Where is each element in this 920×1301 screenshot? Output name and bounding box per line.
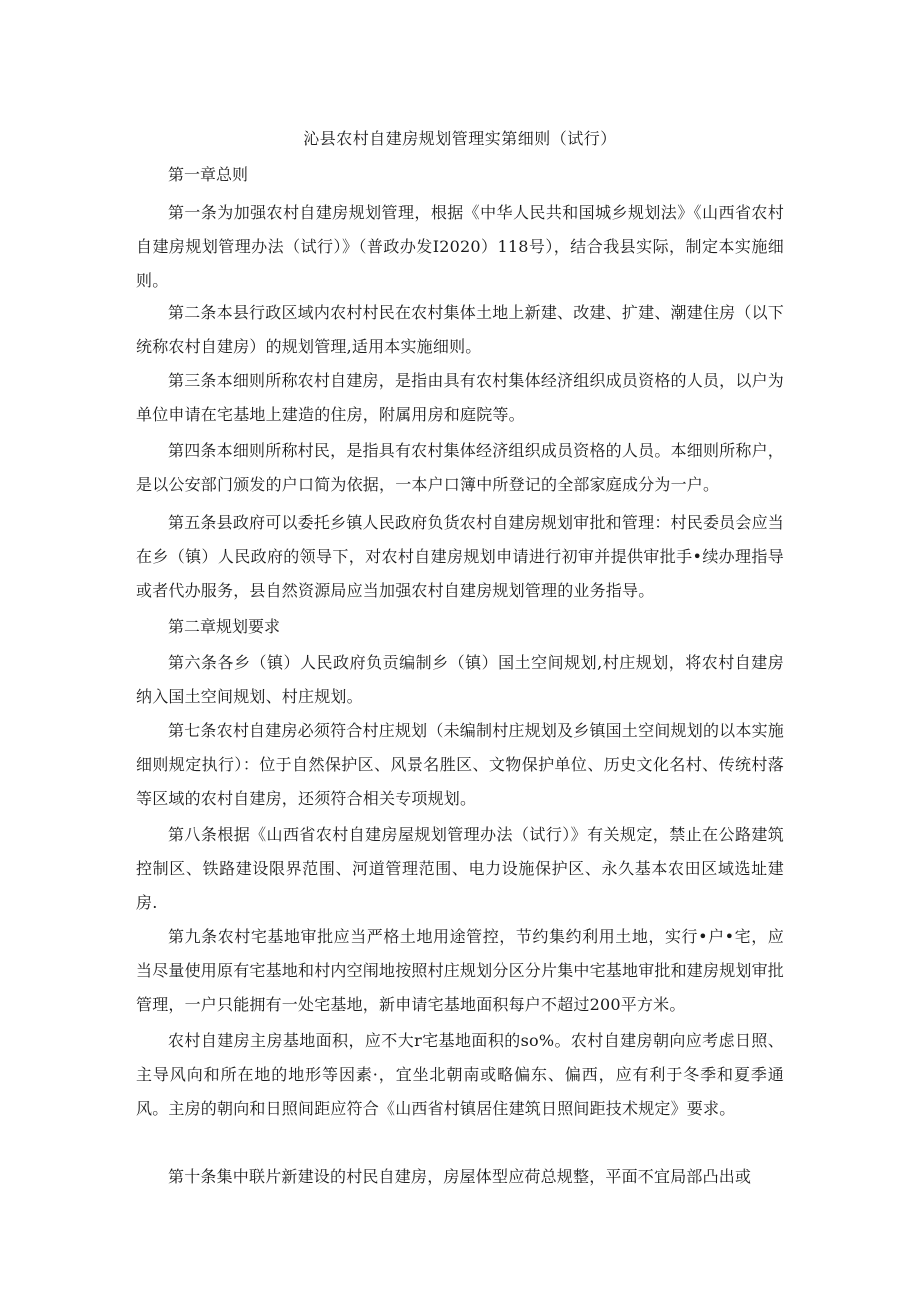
article-3: 第三条本细则所称农村自建房，是指由具有农村集体经济组织成员资格的人员，以户为单位申请在宅基地上建造的住房，附属用房和庭院等。 [136,371,784,424]
chapter-1-heading: 第一章总则 [168,165,249,184]
article-5: 第五条县政府可以委托乡镇人民政府负货农村自建房规划审批和管理：村民委员会应当在乡（镇）人民政府的领导下，对农村自建房规划申请进行初审并提供审批手•续办理指导或者代办服务，县自然资源局应当加强农村自建房规划管理的业务指导。 [136,513,784,600]
article-2: 第二条本县行政区域内农村村民在农村集体土地上新建、改建、扩建、潮建住房（以下统称农村自建房）的规划管理,适用本实施细则。 [136,303,784,356]
article-9-continued: 农村自建房主房基地面积，应不大r宅基地面积的so%。农村自建房朝向应考虑日照、主导风向和所在地的地形等因素·，宜坐北朝南或略偏东、偏西，应有利于冬季和夏季通风。主房的朝向和日照间距应符合《山西省村镇居住建筑日照间距技术规定》要求。 [136,1031,784,1118]
article-9: 第九条农村宅基地审批应当严格土地用途管控，节约集约利用土地，实行•户•宅，应当尽量使用原有宅基地和村内空闱地按照村庄规划分区分片集中宅基地审批和建房规划审批管理，一户只能拥有一处宅基地，新申请宅基地面积每户不超过200平方米。 [136,927,785,1014]
article-6: 第六条各乡（镇）人民政府负贡编制乡（镇）国土空间规划,村庄规划，将农村自建房纳入国土空间规划、村庄规划。 [136,653,784,706]
article-8: 第八条根据《山西省农村自建房屋规划管理办法（试行）》有关规定，禁止在公路建筑控制区、铁路建设限界范围、河道管理范围、电力设施保护区、永久基本农田区域选址建房. [136,825,784,912]
document-title: 沁县农村自建房规划管理实第细则（试行） [303,129,617,148]
article-1: 第一条为加强农村自建房规划管理，根据《中华人民共和国城乡规划法》《山西省农村自建房规划管理办法（试行）》（普政办发I2020）118号），结合我县实际，制定本实施细则。 [136,203,784,290]
chapter-2-heading: 第二章规划要求 [168,617,281,636]
article-4: 第四条本细则所称村民，是指具有农村集体经济组织成员资格的人员。本细则所称户，是以公安部门颁发的户口简为依据，一本户口簿中所登记的全部家庭成分为一户。 [136,441,784,494]
article-7: 第七条农村自建房必须符合村庄规划（未编制村庄规划及乡镇国土空间规划的以本实施细则规定执行）：位于自然保护区、风景名胜区、文物保护单位、历史文化名村、传统村落等区域的农村自建房，还须符合相关专项规划。 [136,721,784,808]
article-10: 第十条集中联片新建设的村民自建房，房屋体型应荷总规整，平面不宜局部凸出或 [168,1167,752,1186]
